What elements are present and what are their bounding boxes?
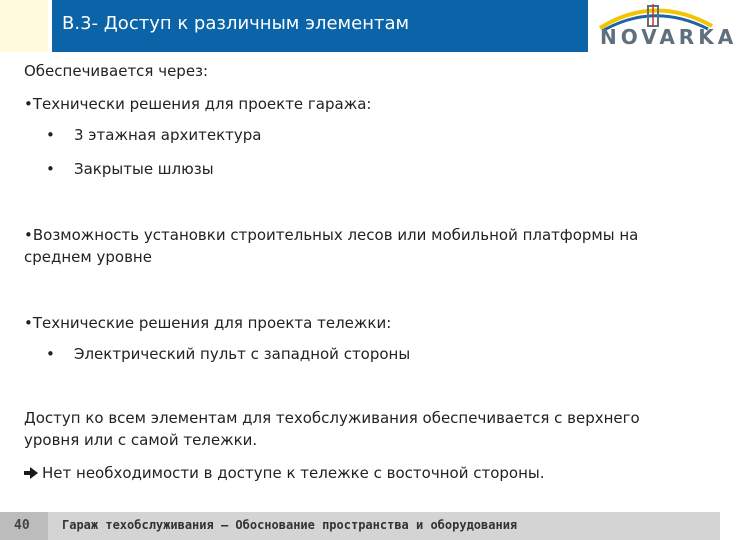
- bullet-icon: •: [24, 314, 33, 332]
- intro-text: Обеспечивается через:: [24, 62, 209, 80]
- access-paragraph: Доступ ко всем элементам для техобслуживания обеспечивается с верхнего уровня или с самой тележки.: [24, 409, 640, 449]
- footer-text: Гараж техобслуживания – Обоснование пространства и оборудования: [62, 518, 518, 532]
- sub-bullet-text: 3 этажная архитектура: [74, 126, 262, 144]
- bullet-garage-solutions: [24, 93, 371, 115]
- sub-bullet-control-panel: [46, 343, 410, 365]
- sub-bullet-text: Электрический пульт с западной стороны: [74, 345, 411, 363]
- bullet-text: Технически решения для проекте гаража:: [32, 95, 372, 113]
- novarka-logo: [590, 0, 737, 52]
- bullet-icon: •: [46, 345, 55, 363]
- bullet-text: Технические решения для проекта тележки:: [32, 314, 392, 332]
- bullet-text: Возможность установки строительных лесов или мобильной платформы на среднем уровне: [24, 226, 639, 266]
- page-number: 40: [14, 518, 30, 533]
- conclusion-text: Нет необходимости в доступе к тележке с восточной стороны.: [42, 464, 545, 482]
- header-accent-block: [0, 0, 48, 52]
- title-bar: [52, 0, 588, 52]
- bullet-icon: •: [46, 126, 55, 144]
- bullet-icon: •: [46, 160, 55, 178]
- right-arrow-icon: [24, 462, 42, 484]
- page-number-box: [0, 512, 48, 540]
- sub-bullet-architecture: [46, 124, 261, 146]
- slide-title: B.3- Доступ к различным элементам: [62, 13, 410, 34]
- conclusion-line: [24, 462, 545, 484]
- bullet-icon: •: [24, 95, 33, 113]
- bullet-icon: •: [24, 226, 33, 244]
- bullet-cart-solutions: [24, 312, 391, 334]
- footer-bar: [0, 512, 720, 540]
- bullet-scaffolding: [24, 224, 684, 268]
- logo-text: NOVARKA: [600, 25, 737, 49]
- sub-bullet-text: Закрытые шлюзы: [74, 160, 214, 178]
- sub-bullet-locks: [46, 158, 214, 180]
